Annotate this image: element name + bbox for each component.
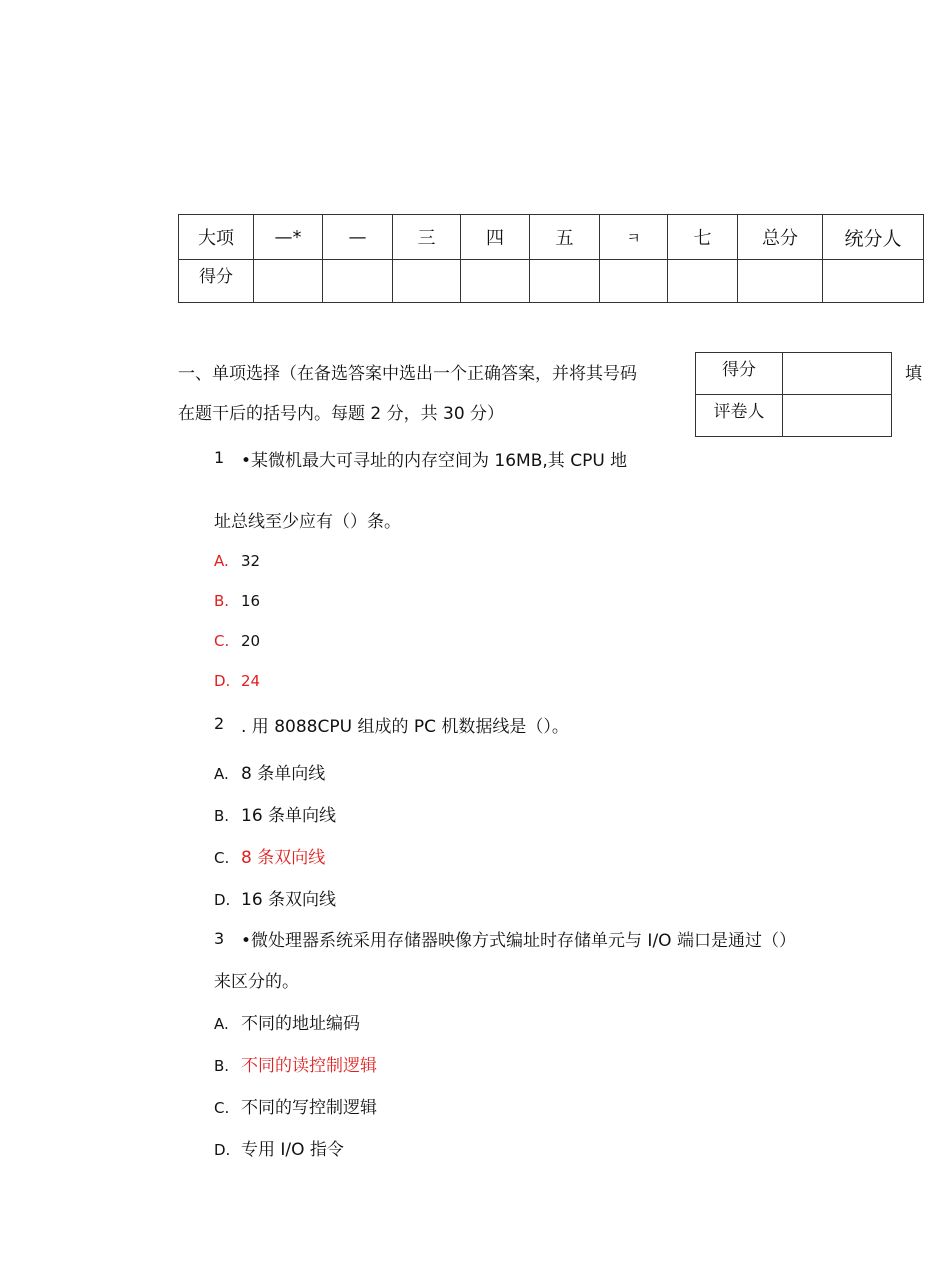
section-title-line2: 在题干后的括号内。每题 2 分，共 30 分） bbox=[178, 404, 505, 424]
option-letter: D. bbox=[214, 1141, 231, 1159]
q1-option-c[interactable] bbox=[214, 631, 260, 650]
header-cell: —* bbox=[254, 215, 323, 260]
score-cell[interactable] bbox=[530, 260, 600, 303]
option-text: 专用 I/O 指令 bbox=[241, 1140, 344, 1160]
question-3-number: 3 bbox=[214, 929, 225, 948]
q2-option-b[interactable] bbox=[214, 801, 336, 826]
header-cell: ㅋ bbox=[600, 215, 668, 260]
score-cell[interactable] bbox=[254, 260, 323, 303]
question-2-stem: . 用 8088CPU 组成的 PC 机数据线是（）。 bbox=[241, 717, 569, 737]
option-text: 不同的写控制逻辑 bbox=[241, 1098, 377, 1118]
option-letter: B. bbox=[214, 807, 230, 825]
option-letter: C. bbox=[214, 632, 230, 650]
grader-box bbox=[695, 352, 892, 437]
side-fill-text: 填 bbox=[905, 364, 922, 384]
option-text-answer: 不同的读控制逻辑 bbox=[241, 1056, 377, 1076]
q3-option-b[interactable] bbox=[214, 1051, 377, 1076]
option-letter: B. bbox=[214, 1057, 230, 1075]
score-cell[interactable] bbox=[393, 260, 461, 303]
grader-name-cell[interactable] bbox=[783, 395, 892, 437]
header-cell: 三 bbox=[393, 215, 461, 260]
q2-option-a[interactable] bbox=[214, 759, 325, 784]
header-cell: 七 bbox=[668, 215, 738, 260]
score-cell[interactable] bbox=[668, 260, 738, 303]
question-1-number: 1 bbox=[214, 448, 225, 467]
row-label: 得分 bbox=[179, 260, 254, 303]
q3-option-d[interactable] bbox=[214, 1135, 344, 1160]
option-text: 16 条单向线 bbox=[241, 806, 337, 826]
option-text: 不同的地址编码 bbox=[241, 1014, 360, 1034]
q2-option-d[interactable] bbox=[214, 885, 336, 910]
option-letter: C. bbox=[214, 1099, 230, 1117]
grader-name-label: 评卷人 bbox=[696, 395, 783, 437]
q1-option-a[interactable] bbox=[214, 551, 260, 570]
q3-option-a[interactable] bbox=[214, 1009, 360, 1034]
grader-score-cell[interactable] bbox=[783, 353, 892, 395]
question-1-stem: •某微机最大可寻址的内存空间为 16MB,其 CPU 地 bbox=[241, 451, 628, 471]
score-table-header-row bbox=[179, 215, 924, 260]
option-text: 16 条双向线 bbox=[241, 890, 337, 910]
option-text: 20 bbox=[241, 632, 261, 650]
score-cell[interactable] bbox=[461, 260, 530, 303]
option-letter: D. bbox=[214, 891, 231, 909]
option-letter: B. bbox=[214, 592, 230, 610]
q1-option-b[interactable] bbox=[214, 591, 260, 610]
q2-option-c[interactable] bbox=[214, 843, 325, 868]
header-cell: 统分人 bbox=[823, 215, 924, 260]
section-title-line1: 一、单项选择（在备选答案中选出一个正确答案，并将其号码 bbox=[178, 364, 637, 384]
q1-option-d[interactable] bbox=[214, 671, 260, 690]
score-cell[interactable] bbox=[823, 260, 924, 303]
header-cell: 总分 bbox=[738, 215, 823, 260]
header-cell: 四 bbox=[461, 215, 530, 260]
score-cell[interactable] bbox=[738, 260, 823, 303]
score-table bbox=[178, 214, 924, 303]
option-letter: A. bbox=[214, 1015, 229, 1033]
header-cell: 大项 bbox=[179, 215, 254, 260]
question-1-stem-cont: 址总线至少应有（）条。 bbox=[214, 512, 401, 532]
q3-option-c[interactable] bbox=[214, 1093, 377, 1118]
score-cell[interactable] bbox=[600, 260, 668, 303]
header-cell: — bbox=[323, 215, 393, 260]
option-text-answer: 24 bbox=[241, 672, 261, 690]
grader-score-label: 得分 bbox=[696, 353, 783, 395]
option-text: 32 bbox=[241, 552, 261, 570]
option-letter: D. bbox=[214, 672, 231, 690]
header-cell: 五 bbox=[530, 215, 600, 260]
score-cell[interactable] bbox=[323, 260, 393, 303]
option-letter: C. bbox=[214, 849, 230, 867]
question-3-stem: •微处理器系统采用存储器映像方式编址时存储单元与 I/O 端口是通过（） bbox=[241, 931, 796, 951]
question-3-stem-cont: 来区分的。 bbox=[214, 972, 299, 992]
question-2-number: 2 bbox=[214, 714, 225, 733]
option-text: 16 bbox=[241, 592, 261, 610]
option-letter: A. bbox=[214, 552, 229, 570]
score-table-score-row bbox=[179, 260, 924, 303]
option-letter: A. bbox=[214, 765, 229, 783]
option-text: 8 条单向线 bbox=[241, 764, 326, 784]
option-text-answer: 8 条双向线 bbox=[241, 848, 326, 868]
